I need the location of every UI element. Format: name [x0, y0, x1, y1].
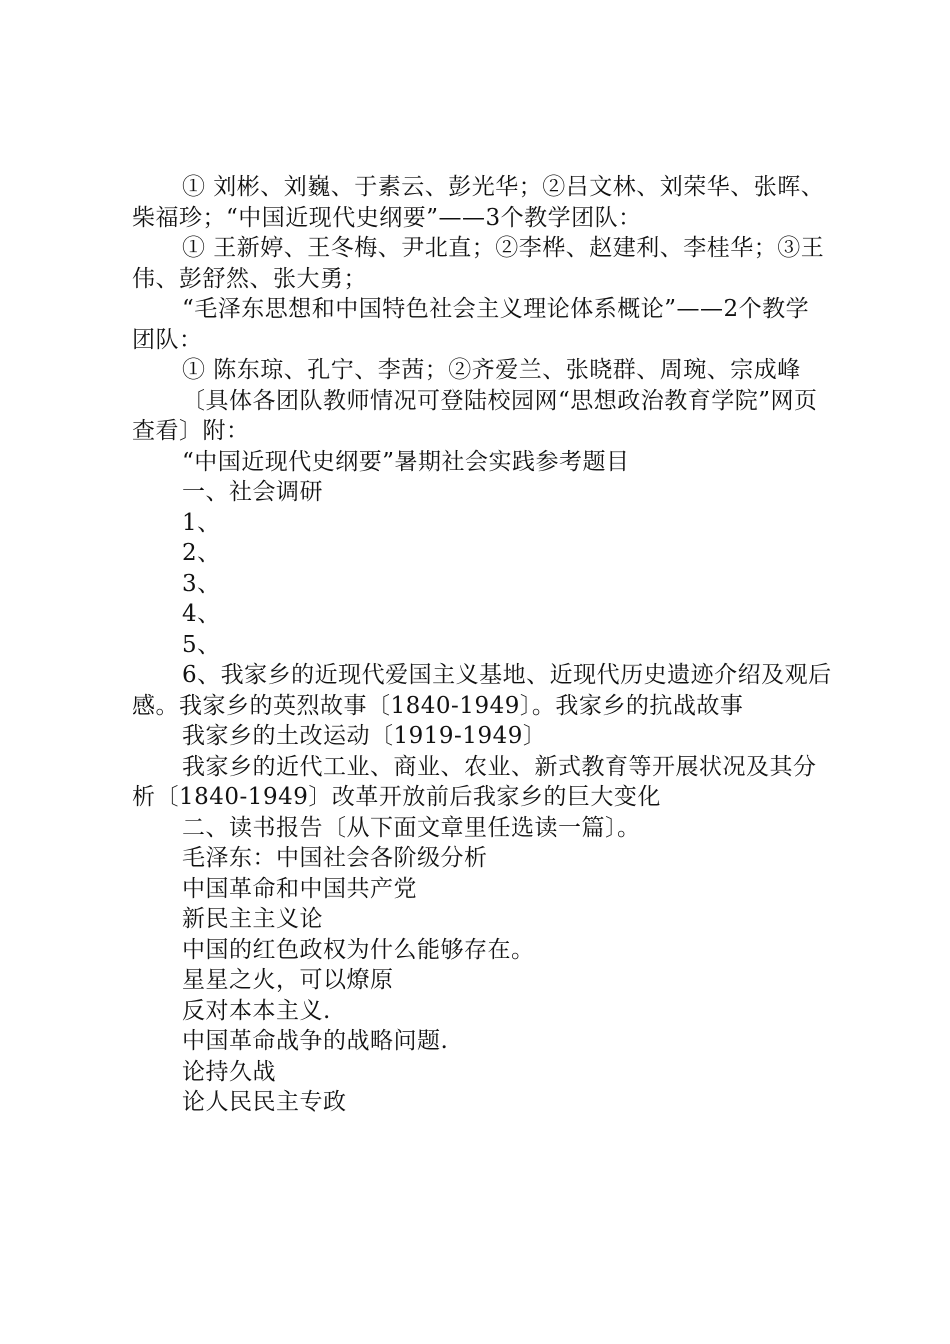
reading-item: 中国革命战争的战略问题. [182, 1028, 449, 1054]
reading-item: 论人民民主专政 [182, 1089, 347, 1115]
course-heading-mao-theory: “毛泽东思想和中国特色社会主义理论体系概论”——2个教学团队： [132, 296, 810, 353]
document-body [132, 172, 832, 1118]
section-heading-survey: 一、社会调研 [182, 479, 323, 505]
reading-item: 毛泽东：中国社会各阶级分析 [182, 845, 488, 871]
reading-item: 新民主主义论 [182, 906, 323, 932]
teaching-team-list-2: ① 王新婷、王冬梅、尹北直；②李桦、赵建利、李桂华；③王伟、彭舒然、张大勇； [132, 235, 825, 292]
teaching-team-list-1: ① 刘彬、刘巍、于素云、彭光华；②吕文林、刘荣华、张晖、柴福珍；“中国近现代史纲要”——3个教学团队： [132, 174, 825, 231]
list-item: 3、 [182, 570, 221, 597]
reading-item: 中国革命和中国共产党 [182, 875, 417, 902]
reading-item: 论持久战 [182, 1058, 276, 1085]
section-heading-reading: 二、读书报告〔从下面文章里任选读一篇〕。 [182, 814, 641, 841]
list-item: 6、我家乡的近现代爱国主义基地、近现代历史遗迹介绍及观后感。我家乡的英烈故事〔1840-1949〕。我家乡的抗战故事 [132, 662, 832, 719]
topic-item: 我家乡的土改运动〔1919-1949〕 [182, 723, 547, 749]
reading-item: 中国的红色政权为什么能够存在。 [182, 936, 535, 963]
topic-item: 我家乡的近代工业、商业、农业、新式教育等开展状况及其分析〔1840-1949〕改革开放前后我家乡的巨大变化 [132, 753, 817, 810]
note-paragraph: 〔具体各团队教师情况可登陆校园网“思想政治教育学院”网页查看〕附： [132, 387, 818, 444]
list-item: 1、 [182, 509, 221, 536]
list-item: 4、 [182, 601, 221, 627]
reading-item: 反对本本主义. [182, 997, 331, 1024]
appendix-title: “中国近现代史纲要”暑期社会实践参考题目 [182, 448, 630, 475]
reading-item: 星星之火，可以燎原 [182, 967, 394, 993]
list-item: 5、 [182, 631, 221, 658]
list-item: 2、 [182, 540, 221, 566]
teaching-team-list-3: ① 陈东琼、孔宁、李茜；②齐爱兰、张晓群、周琬、宗成峰 [182, 357, 801, 383]
